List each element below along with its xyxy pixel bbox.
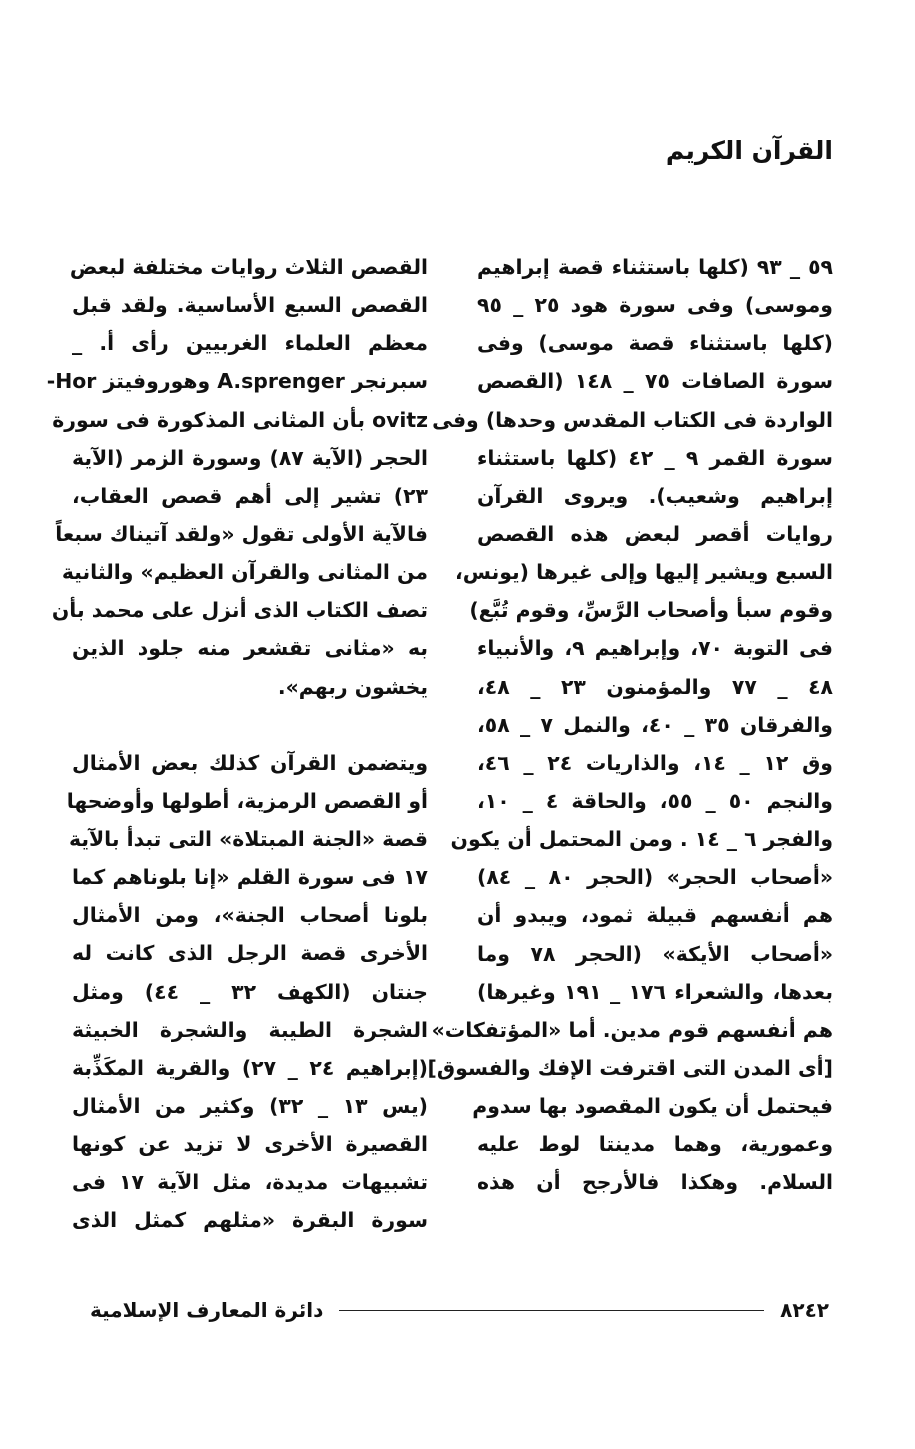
paragraph-1	[46, 248, 428, 706]
text-line: تشبيهات مديدة، مثل الآية ١٧ فى	[72, 1170, 428, 1195]
text-line: القصص الثلاث روايات مختلفة لبعض	[69, 255, 428, 279]
text-line: هم أنفسهم قوم مدين. أما «المؤتفكات»	[431, 1017, 833, 1042]
text-line: وقوم سبأ وأصحاب الرَّسِّ، وقوم تُبَّع)	[469, 598, 833, 623]
page-footer	[90, 1290, 829, 1330]
text-line: سورة القمر ٩ _ ٤٢ (كلها باستثناء	[477, 445, 833, 470]
text-line: السبع ويشير إليها وإلى غيرها (يونس،	[455, 560, 833, 585]
text-line: ٢٣) تشير إلى أهم قصص العقاب،	[72, 483, 428, 508]
text-line: معظم العلماء الغربيين رأى أ. _	[72, 331, 428, 356]
text-line: فيحتمل أن يكون المقصود بها سدوم	[472, 1094, 833, 1119]
text-line: روايات أقصر لبعض هذه القصص	[477, 521, 833, 546]
text-line: قصة «الجنة المبتلاة» التى تبدأ بالآية	[68, 826, 428, 851]
text-line: الشجرة الطيبة والشجرة الخبيثة	[72, 1017, 428, 1042]
text-line: سبرنجر A.sprenger وهوروفيتز Hor-	[46, 369, 428, 394]
text-line: القصص السبع الأساسية. ولقد قبل	[72, 293, 428, 318]
text-line: وق ١٢ _ ١٤، والذاريات ٢٤ _ ٤٦،	[477, 750, 833, 775]
text-line: فى التوبة ٧٠، وإبراهيم ٩، والأنبياء	[477, 636, 834, 661]
text-line: وعمورية، وهما مدينتا لوط عليه	[477, 1132, 833, 1157]
text-line: ovitz بأن المثانى المذكورة فى سورة	[52, 407, 428, 432]
text-line: الواردة فى الكتاب المقدس وحدها) وفى	[432, 407, 833, 432]
text-column-left	[46, 248, 428, 1240]
running-head-title: القرآن الكريم	[665, 136, 833, 165]
text-line: الحجر (الآية ٨٧) وسورة الزمر (الآية	[72, 445, 428, 470]
text-line: الأخرى قصة الرجل الذى كانت له	[72, 941, 428, 966]
text-line: والفرقان ٣٥ _ ٤٠، والنمل ٧ _ ٥٨،	[477, 712, 833, 737]
text-line: فالآية الأولى تقول «ولقد آتيناك سبعاً	[55, 521, 428, 546]
text-line: [أى المدن التى اقترفت الإفك والفسوق]	[427, 1055, 833, 1080]
text-line: وموسى) وفى سورة هود ٢٥ _ ٩٥	[477, 293, 833, 318]
text-line: من المثانى والقرآن العظيم» والثانية	[61, 560, 428, 585]
text-line: ١٧ فى سورة القلم «إنا بلوناهم كما	[72, 865, 428, 890]
text-line: بعدها، والشعراء ١٧٦ _ ١٩١ وغيرها)	[477, 979, 833, 1004]
text-line: سورة الصافات ٧٥ _ ١٤٨ (القصص	[477, 369, 834, 394]
text-line: جنتان (الكهف ٣٢ _ ٤٤) ومثل	[72, 979, 428, 1004]
text-line: هم أنفسهم قبيلة ثمود، ويبدو أن	[477, 903, 833, 928]
footer-rule	[339, 1310, 764, 1311]
text-line: به «مثانى تقشعر منه جلود الذين	[72, 636, 428, 661]
text-line: ويتضمن القرآن كذلك بعض الأمثال	[72, 750, 428, 775]
text-line: تصف الكتاب الذى أنزل على محمد بأن	[51, 598, 428, 623]
text-line: (كلها باستثناء قصة موسى) وفى	[477, 331, 833, 356]
text-line: ٤٨ _ ٧٧ والمؤمنون ٢٣ _ ٤٨،	[477, 674, 833, 699]
text-line: سورة البقرة «مثلهم كمثل الذى	[72, 1208, 428, 1233]
publication-title: دائرة المعارف الإسلامية	[90, 1298, 324, 1322]
paragraph-2	[66, 744, 428, 1240]
text-line: ٥٩ _ ٩٣ (كلها باستثناء قصة إبراهيم	[477, 255, 833, 279]
paragraph-gap	[72, 706, 428, 744]
text-column-right	[427, 248, 834, 1202]
text-line: «أصحاب الحجر» (الحجر ٨٠ _ ٨٤)	[477, 865, 833, 890]
text-line: يخشون ربهم».	[277, 674, 428, 699]
text-line: والفجر ٦ _ ١٤ . ومن المحتمل أن يكون	[450, 827, 833, 852]
text-line: والنجم ٥٠ _ ٥٥، والحاقة ٤ _ ١٠،	[477, 788, 833, 813]
text-line: القصيرة الأخرى لا تزيد عن كونها	[72, 1132, 428, 1157]
text-line: بلونا أصحاب الجنة»، ومن الأمثال	[72, 903, 428, 928]
text-line: أو القصص الرمزية، أطولها وأوضحها	[66, 788, 428, 813]
text-line: إبراهيم وشعيب). ويروى القرآن	[477, 483, 833, 508]
text-line: (يس ١٣ _ ٣٢) وكثير من الأمثال	[72, 1093, 428, 1118]
text-line: (إبراهيم ٢٤ _ ٢٧) والقرية المكَذِّبة	[72, 1055, 428, 1080]
text-line: السلام. وهكذا فالأرجح أن هذه	[477, 1170, 833, 1195]
text-line: «أصحاب الأيكة» (الحجر ٧٨ وما	[477, 941, 833, 966]
page-number: ٨٢٤٢	[780, 1298, 829, 1322]
